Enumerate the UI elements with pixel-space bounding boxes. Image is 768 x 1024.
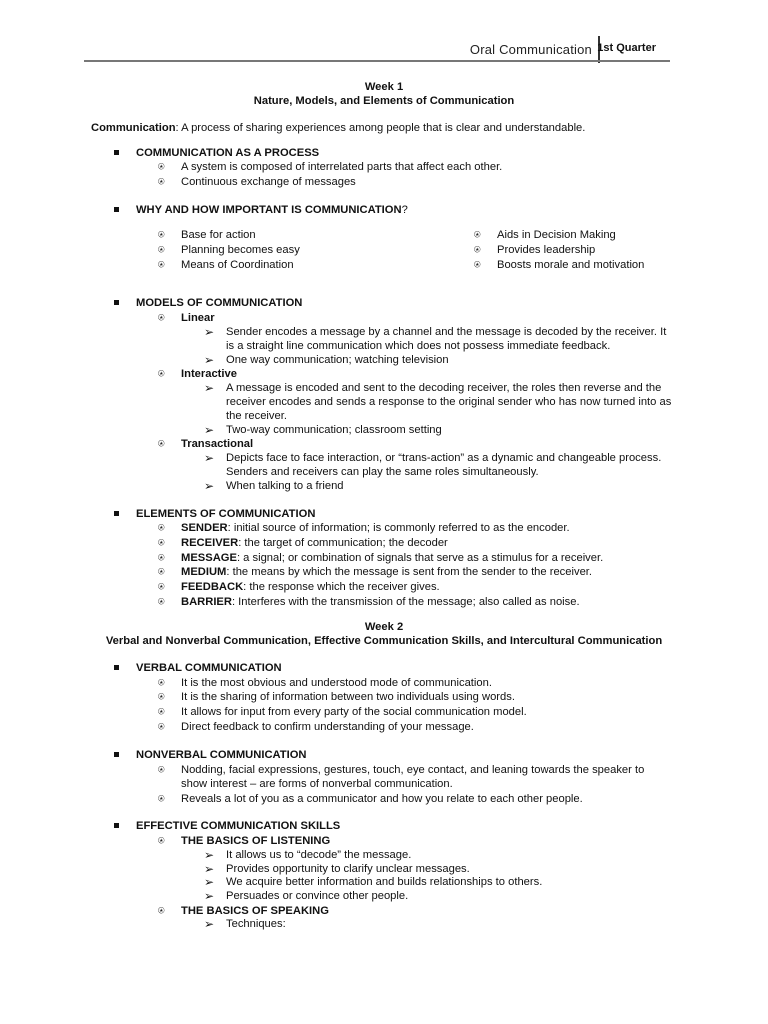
circle-bullet-icon: ⍟	[158, 438, 165, 450]
importance-item-left: Means of Coordination	[181, 259, 294, 271]
model-interactive-example: Two-way communication; classroom setting	[226, 424, 442, 436]
circle-bullet-icon: ⍟	[474, 259, 481, 271]
element-item: MEDIUM: the means by which the message is sent from the sender to the receiver.	[181, 566, 593, 578]
circle-bullet-icon: ⍟	[474, 229, 481, 241]
model-interactive-text: receiver encodes and sends a response to the original sender who has now turned into as	[226, 396, 672, 408]
week2-subtitle: Verbal and Nonverbal Communication, Effective Communication Skills, and Intercultural Communication	[105, 635, 663, 647]
arrow-bullet-icon: ➢	[204, 875, 215, 889]
circle-bullet-icon: ⍟	[158, 706, 165, 718]
importance-item-left: Planning becomes easy	[181, 244, 300, 256]
importance-heading: WHY AND HOW IMPORTANT IS COMMUNICATION?	[136, 204, 408, 216]
nonverbal-heading: NONVERBAL COMMUNICATION	[136, 749, 307, 761]
circle-bullet-icon: ⍟	[158, 537, 165, 549]
circle-bullet-icon: ⍟	[158, 793, 165, 805]
page-header	[84, 36, 670, 62]
week1-title: Week 1	[364, 81, 404, 93]
importance-item-right: Provides leadership	[497, 244, 596, 256]
circle-bullet-icon: ⍟	[158, 259, 165, 271]
model-interactive-label: Interactive	[181, 368, 237, 380]
nonverbal-item: Reveals a lot of you as a communicator and how you relate to each other people.	[181, 793, 583, 805]
arrow-bullet-icon: ➢	[204, 917, 215, 931]
importance-item-right: Boosts morale and motivation	[497, 259, 645, 271]
arrow-bullet-icon: ➢	[204, 862, 215, 876]
definition-text: : A process of sharing experiences among people that is clear and understandable.	[175, 122, 586, 134]
model-transactional-label: Transactional	[181, 438, 254, 450]
models-heading: MODELS OF COMMUNICATION	[136, 297, 303, 309]
verbal-item: It is the most obvious and understood mode of communication.	[181, 677, 492, 689]
definition-term: Communication	[91, 122, 176, 134]
listening-item: We acquire better information and builds relationships to others.	[226, 876, 543, 888]
circle-bullet-icon: ⍟	[158, 581, 165, 593]
communication-definition	[91, 121, 585, 135]
circle-bullet-icon: ⍟	[158, 905, 165, 917]
circle-bullet-icon: ⍟	[158, 312, 165, 324]
model-linear-text: Sender encodes a message by a channel and the message is decoded by the receiver. It	[226, 326, 667, 338]
square-bullet-icon	[114, 752, 119, 757]
importance-item-left: Base for action	[181, 229, 256, 241]
listening-item: Persuades or convince other people.	[226, 890, 409, 902]
circle-bullet-icon: ⍟	[158, 244, 165, 256]
model-transactional-example: When talking to a friend	[226, 480, 344, 492]
element-item: MESSAGE: a signal; or combination of signals that serve as a stimulus for a receiver.	[181, 552, 604, 564]
element-item: FEEDBACK: the response which the receiver gives.	[181, 581, 440, 593]
elements-heading: ELEMENTS OF COMMUNICATION	[136, 508, 316, 520]
circle-bullet-icon: ⍟	[474, 244, 481, 256]
model-transactional-text: Depicts face to face interaction, or “trans-action” as a dynamic and changeable process.	[226, 452, 662, 464]
arrow-bullet-icon: ➢	[204, 423, 215, 437]
process-item: A system is composed of interrelated parts that affect each other.	[181, 161, 503, 173]
arrow-bullet-icon: ➢	[204, 848, 215, 862]
square-bullet-icon	[114, 823, 119, 828]
arrow-bullet-icon: ➢	[204, 353, 215, 367]
arrow-bullet-icon: ➢	[204, 889, 215, 903]
verbal-heading: VERBAL COMMUNICATION	[136, 662, 282, 674]
model-interactive-text: A message is encoded and sent to the decoding receiver, the roles then reverse and the	[226, 382, 662, 394]
speaking-label: THE BASICS OF SPEAKING	[181, 905, 329, 917]
square-bullet-icon	[114, 511, 119, 516]
speaking-item: Techniques:	[226, 918, 286, 930]
process-item: Continuous exchange of messages	[181, 176, 356, 188]
arrow-bullet-icon: ➢	[204, 325, 215, 339]
week1-subtitle: Nature, Models, and Elements of Communication	[253, 95, 515, 107]
circle-bullet-icon: ⍟	[158, 229, 165, 241]
element-item: RECEIVER: the target of communication; the decoder	[181, 537, 448, 549]
arrow-bullet-icon: ➢	[204, 479, 215, 493]
model-linear-example: One way communication; watching television	[226, 354, 449, 366]
nonverbal-item: Nodding, facial expressions, gestures, touch, eye contact, and leaning towards the speaker to	[181, 764, 645, 776]
verbal-item: Direct feedback to confirm understanding of your message.	[181, 721, 474, 733]
circle-bullet-icon: ⍟	[158, 677, 165, 689]
circle-bullet-icon: ⍟	[158, 161, 165, 173]
circle-bullet-icon: ⍟	[158, 566, 165, 578]
circle-bullet-icon: ⍟	[158, 552, 165, 564]
circle-bullet-icon: ⍟	[158, 176, 165, 188]
header-title: Oral Communication	[469, 42, 592, 57]
listening-item: It allows us to “decode” the message.	[226, 849, 412, 861]
week2-title: Week 2	[364, 621, 404, 633]
importance-item-right: Aids in Decision Making	[497, 229, 616, 241]
process-heading: COMMUNICATION AS A PROCESS	[136, 147, 320, 159]
element-item: BARRIER: Interferes with the transmission of the message; also called as noise.	[181, 596, 580, 608]
model-linear-label: Linear	[181, 312, 215, 324]
circle-bullet-icon: ⍟	[158, 522, 165, 534]
model-linear-text: is a straight line communication which does not possess immediate feedback.	[226, 340, 611, 352]
square-bullet-icon	[114, 150, 119, 155]
element-item: SENDER: initial source of information; is commonly referred to as the encoder.	[181, 522, 570, 534]
model-transactional-text: Senders and receivers can play the same roles simultaneously.	[226, 466, 539, 478]
square-bullet-icon	[114, 300, 119, 305]
circle-bullet-icon: ⍟	[158, 721, 165, 733]
effective-heading: EFFECTIVE COMMUNICATION SKILLS	[136, 820, 341, 832]
listening-item: Provides opportunity to clarify unclear messages.	[226, 863, 470, 875]
verbal-item: It is the sharing of information between two individuals using words.	[181, 691, 515, 703]
circle-bullet-icon: ⍟	[158, 691, 165, 703]
header-quarter: 1st Quarter	[597, 42, 656, 54]
square-bullet-icon	[114, 665, 119, 670]
circle-bullet-icon: ⍟	[158, 764, 165, 776]
verbal-item: It allows for input from every party of the social communication model.	[181, 706, 527, 718]
circle-bullet-icon: ⍟	[158, 835, 165, 847]
listening-label: THE BASICS OF LISTENING	[181, 835, 331, 847]
arrow-bullet-icon: ➢	[204, 451, 215, 465]
model-interactive-text: the receiver.	[226, 410, 287, 422]
header-rule	[84, 60, 670, 62]
square-bullet-icon	[114, 207, 119, 212]
arrow-bullet-icon: ➢	[204, 381, 215, 395]
nonverbal-item: show interest – are forms of nonverbal communication.	[181, 778, 453, 790]
circle-bullet-icon: ⍟	[158, 596, 165, 608]
circle-bullet-icon: ⍟	[158, 368, 165, 380]
